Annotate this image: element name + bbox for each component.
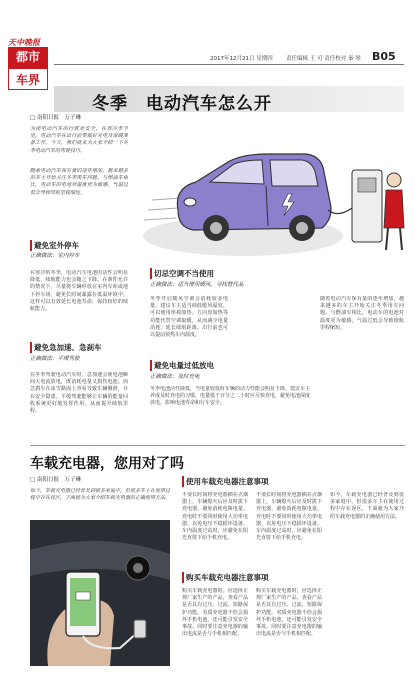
article1-intro2: 随着电动汽车保有量的逐年增加，越来越多的车主开始关注冬季用车问题。与燃油车相比，电动车的电池对温度更为敏感，气温过低会导致续航里程缩短。 (30, 168, 128, 196)
section-badge (8, 47, 48, 93)
section-body-outdoor: 在寒冷的冬季，电动汽车电池的活性会明显降低，续航能力也会随之下降。在条件允许的情况下，尽量将车辆停放在室内车库或地下停车场，避免长时间暴露在低温环境中，这样可以有效延长电池寿命，保持较好的续航能力。 (30, 270, 128, 313)
header-editor: 责任编辑 王 可 责任校对 秦 琴 (286, 56, 361, 62)
section-body-accel: 在冬季驾驶电动汽车时，急加速会使电池瞬间大电流放电，既消耗电量又损伤电池。而急刹车在冰雪路面上容易导致车辆侧滑，存在安全隐患。平缓驾驶能够让车辆的能量回收系统更好地发挥作用，从而提升续航里程。 (30, 372, 128, 415)
electric-car-illustration (138, 118, 410, 266)
car-illustration-icon (138, 118, 410, 266)
masthead-rule (54, 64, 404, 65)
article2-intro: 如今，车载充电器已经普及到很多家庭中，但很多车主在使用过程中存在误区，下面就为大家介绍车载充电器的正确使用方法。 (30, 488, 170, 502)
car-charger-photo (30, 520, 170, 666)
section-heading-ac: 切忌空调不当使用 (150, 268, 214, 279)
car-charger-photo-icon (30, 520, 170, 666)
section-subhead-ac: 正确做法：适当使用暖风，寻找替代品 (150, 282, 244, 288)
section-heading-buy-charger: 购买车载充电器注意事项 (182, 572, 269, 583)
article-divider (30, 445, 405, 446)
section-body-lowbattery: 冬季电池活性降低，当电量较低时车辆的动力性能会明显下降。建议车主养成及时充电的习惯，电量低于百分之二十时应尽快充电，避免电池深度放电，影响电池寿命和行车安全。 (150, 386, 310, 407)
section-subhead-accel: 正确做法：平缓驾驶 (30, 356, 80, 362)
article2-right-column: 如今，车载充电器已经普及到很多家庭中，但很多车主在使用过程中存在误区，下面就为大家介绍车载充电器的正确使用方法。 (330, 492, 404, 520)
page-number: B05 (372, 50, 396, 63)
article1-title: 冬季 电动汽车怎么开 (92, 94, 272, 114)
article2-byline: □ 南阳日报 万子琳 (30, 477, 81, 483)
section-body-ac: 冬季开启暖风空调会消耗较多电量。建议车主适当调低暖风温度，可以使用座椅加热、方向盘加热等功能代替空调取暖，从而减少电量消耗，延长续航距离。出行前也可以提前预热车内温度。 (150, 296, 228, 339)
header-date: 2017年12月21日 星期四 (210, 56, 273, 62)
section-subhead-outdoor: 正确做法：室内停车 (30, 253, 80, 259)
section-heading-lowbattery: 避免电量过低放电 (150, 360, 214, 371)
section-heading-use-charger: 使用车载充电器注意事项 (182, 476, 269, 487)
section-subhead-lowbattery: 正确做法：及时充电 (150, 374, 200, 380)
section-heading-outdoor: 避免室外停车 (30, 240, 79, 251)
section-sub: 车界 (8, 68, 48, 90)
section-body-buy-charger-col2: 购买车载充电器时，应选择正规厂家生产的产品，查看产品是否具有过压、过流、短路保护功能。劣质充电器不但会损坏手机电池，还可能引发安全事故。同时要注意充电器的输出电流是否与手机相匹配。 (256, 588, 322, 638)
section-body-use-charger-col2: 不要长时间将充电器插在点烟器上，车辆熄火后应及时拔下充电器，避免消耗电瓶电量。充电时不要同时使用大功率电器，以免电压不稳损坏设备。车内温度过高时，应避免在阳光直射下给手机充电。 (256, 492, 322, 542)
paper-name: 天中晚报 (8, 38, 40, 47)
article1-right-column: 随着电动汽车保有量的逐年增加，越来越多的车主开始关注冬季用车问题。与燃油车相比，电动车的电池对温度更为敏感，气温过低会导致续航里程缩短。 (320, 296, 404, 331)
article1-intro: 为使电动汽车的行驶更安全，在寒冷季节里，电动汽车在出行前要做好充电及保暖准备工作。今天，我们就来为大家介绍一下冬季电动汽车的驾驶技巧。 (30, 126, 128, 154)
article2-title: 车载充电器，您用对了吗 (30, 456, 184, 472)
section-main: 都市 (8, 47, 48, 68)
section-body-ac-col2 (236, 296, 314, 356)
section-body-buy-charger: 购买车载充电器时，应选择正规厂家生产的产品，查看产品是否具有过压、过流、短路保护功能。劣质充电器不但会损坏手机电池，还可能引发安全事故。同时要注意充电器的输出电流是否与手机相匹配。 (182, 588, 248, 638)
section-heading-accel: 避免急加速、急刹车 (30, 342, 102, 353)
section-body-use-charger: 不要长时间将充电器插在点烟器上，车辆熄火后应及时拔下充电器，避免消耗电瓶电量。充电时不要同时使用大功率电器，以免电压不稳损坏设备。车内温度过高时，应避免在阳光直射下给手机充电。 (182, 492, 248, 542)
article1-byline: □ 南阳日报 万子琳 (30, 115, 81, 121)
masthead (0, 0, 415, 92)
